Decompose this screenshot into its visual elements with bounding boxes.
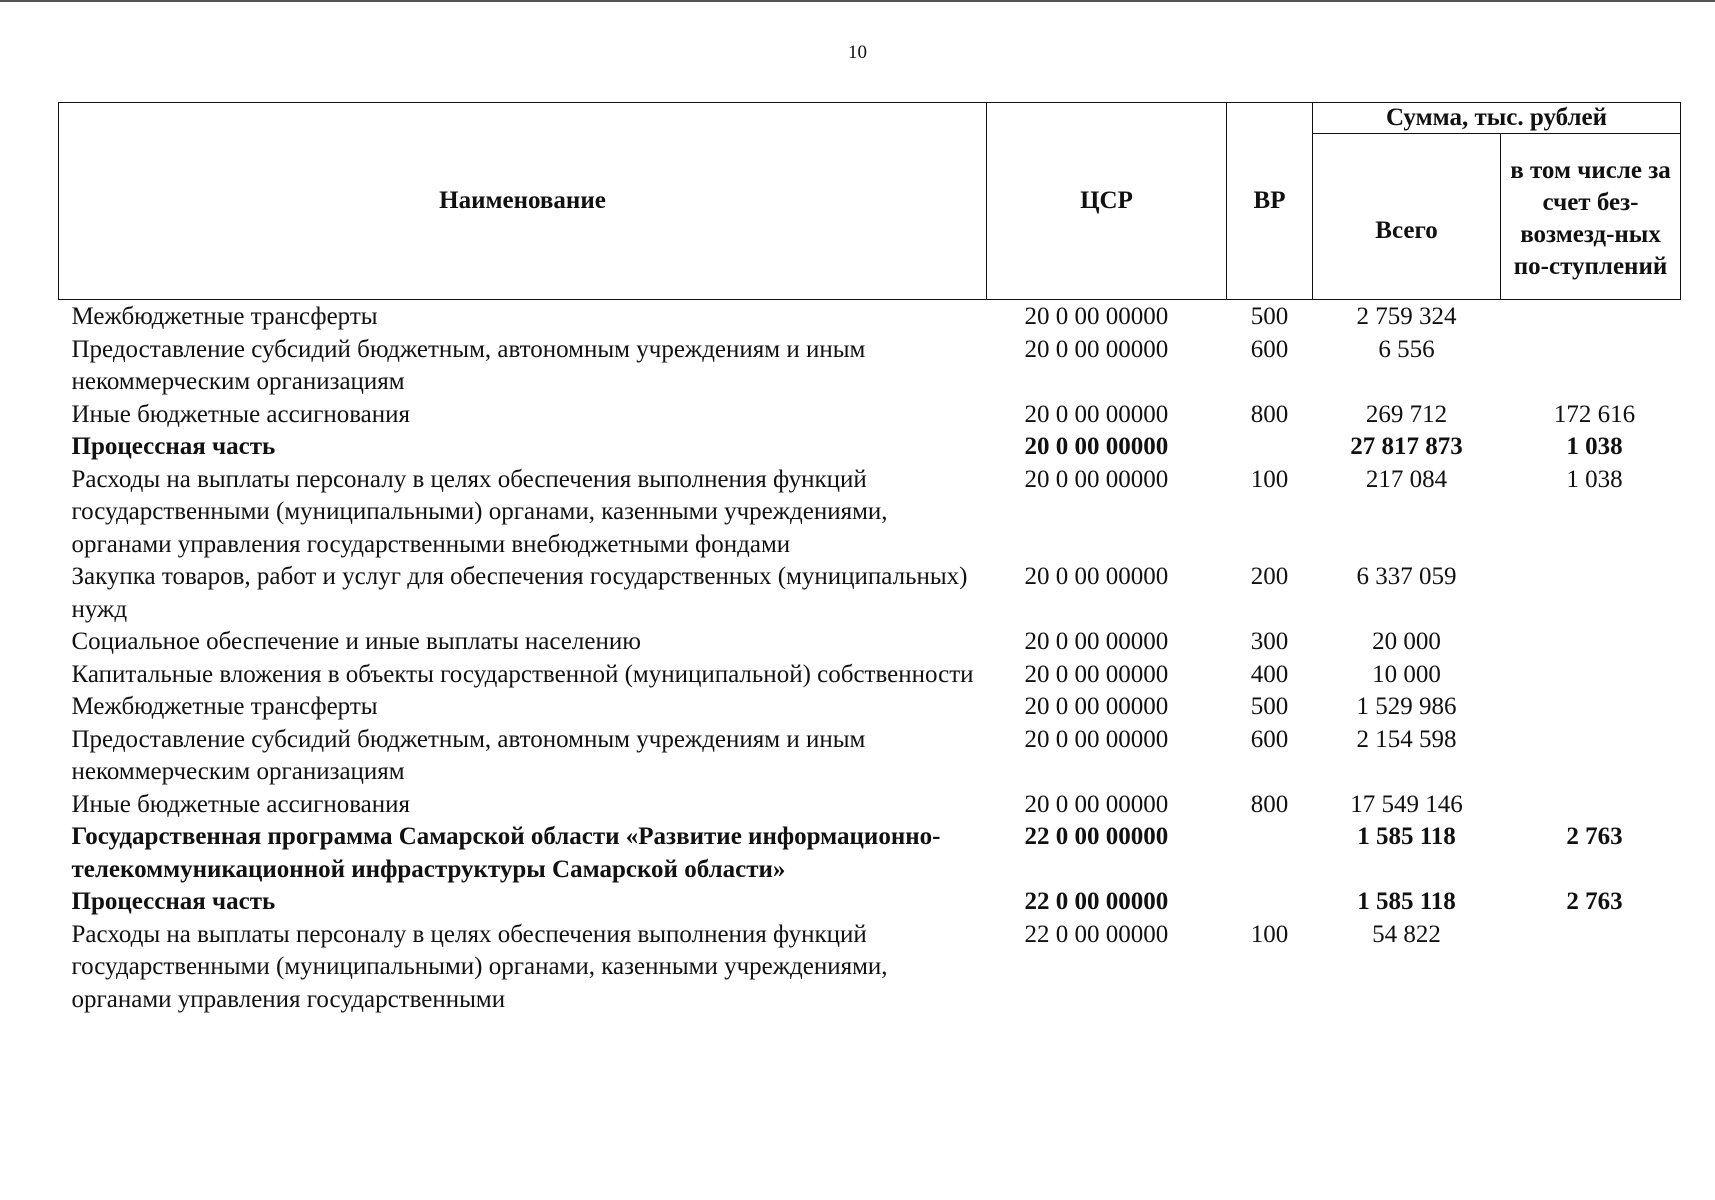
cell-csr: 20 0 00 00000 (1024, 563, 1169, 590)
cell-free-receipts: 172 616 (1553, 400, 1636, 428)
cell-vr: 500 (1250, 693, 1289, 720)
table-row (59, 724, 1681, 789)
cell-csr: 20 0 00 00000 (1024, 400, 1169, 428)
table-header (59, 103, 1681, 300)
cell-total: 217 084 (1365, 465, 1448, 493)
budget-table (58, 102, 1681, 1016)
cell-csr: 20 0 00 00000 (1024, 433, 1169, 460)
cell-vr: 600 (1250, 335, 1289, 363)
cell-vr: 800 (1250, 790, 1289, 818)
cell-name: Иные бюджетные ассигнования (71, 790, 411, 818)
cell-total: 269 712 (1365, 400, 1448, 428)
cell-name: Процессная часть (71, 888, 276, 915)
cell-vr (1227, 821, 1313, 886)
cell-free-receipts: 1 038 (1566, 433, 1623, 460)
scan-edge-line (0, 0, 1715, 2)
cell-total: 6 556 (1378, 335, 1435, 363)
cell-total: 27 817 873 (1350, 433, 1463, 460)
cell-csr: 20 0 00 00000 (1024, 790, 1169, 818)
page-number: 10 (848, 42, 867, 63)
cell-total: 17 549 146 (1350, 790, 1463, 818)
cell-name: Процессная часть (71, 433, 276, 460)
cell-total: 1 529 986 (1356, 693, 1457, 720)
table-row (59, 789, 1681, 822)
header-csr: ЦСР (987, 103, 1227, 300)
cell-name: Межбюджетные трансферты (71, 693, 378, 720)
cell-total: 54 822 (1372, 920, 1441, 948)
cell-name: Иные бюджетные ассигнования (71, 400, 411, 428)
cell-free-receipts (1501, 300, 1681, 334)
table-row (59, 561, 1681, 626)
cell-csr: 22 0 00 00000 (1024, 823, 1169, 850)
cell-free-receipts (1501, 561, 1681, 626)
header-name: Наименование (59, 103, 987, 300)
cell-total: 20 000 (1372, 628, 1441, 655)
cell-vr: 300 (1250, 628, 1289, 655)
cell-total: 2 154 598 (1356, 725, 1457, 753)
cell-free-receipts (1501, 334, 1681, 399)
cell-free-receipts (1501, 691, 1681, 724)
cell-free-receipts (1501, 724, 1681, 789)
cell-csr: 20 0 00 00000 (1024, 628, 1169, 655)
cell-vr: 100 (1250, 465, 1289, 493)
cell-vr: 800 (1250, 400, 1289, 428)
cell-name: Расходы на выплаты персоналу в целях обеспечения выполнения функций государственными (муниципальными) органами, казенными учреждениями, органами управления государственными (71, 920, 888, 1013)
cell-name: Закупка товаров, работ и услуг для обеспечения государственных (муниципальных) нужд (71, 563, 968, 623)
cell-name: Предоставление субсидий бюджетным, автономным учреждениям и иным некоммерческим организациям (71, 335, 866, 395)
cell-total: 6 337 059 (1356, 563, 1457, 590)
cell-total: 2 759 324 (1356, 303, 1457, 330)
table-row (59, 464, 1681, 562)
table-body (59, 300, 1681, 1017)
cell-vr: 600 (1250, 725, 1289, 753)
cell-free-receipts (1501, 659, 1681, 692)
header-sum-group: Сумма, тыс. рублей (1313, 103, 1681, 134)
cell-vr: 100 (1250, 920, 1289, 948)
cell-free-receipts (1501, 919, 1681, 1017)
cell-vr: 400 (1250, 660, 1289, 688)
cell-total: 1 585 118 (1357, 888, 1456, 915)
header-free-receipts: в том числе за счет без-возмезд-ных по-ступлений (1501, 134, 1681, 300)
table-row (59, 399, 1681, 432)
cell-csr: 22 0 00 00000 (1024, 920, 1169, 948)
cell-csr: 20 0 00 00000 (1024, 693, 1169, 720)
cell-name: Межбюджетные трансферты (71, 303, 378, 330)
cell-csr: 20 0 00 00000 (1024, 465, 1169, 493)
cell-free-receipts (1501, 626, 1681, 659)
cell-name: Расходы на выплаты персоналу в целях обеспечения выполнения функций государственными (муниципальными) органами, казенными учреждениями, органами управления государственными внебюджетными фондами (71, 465, 888, 558)
table-row (59, 919, 1681, 1017)
cell-vr: 500 (1250, 303, 1289, 330)
cell-name: Государственная программа Самарской области «Развитие информационно-телекоммуникационной инфраструктуры Самарской области» (71, 823, 941, 883)
cell-free-receipts: 2 763 (1566, 888, 1623, 915)
table-row (59, 334, 1681, 399)
header-vr: ВР (1227, 103, 1313, 300)
cell-vr (1227, 431, 1313, 464)
cell-csr: 20 0 00 00000 (1024, 303, 1169, 330)
header-total: Всего (1313, 134, 1501, 300)
cell-vr (1227, 886, 1313, 919)
cell-free-receipts (1501, 789, 1681, 822)
cell-vr: 200 (1250, 563, 1289, 590)
cell-csr: 22 0 00 00000 (1024, 888, 1169, 915)
cell-csr: 20 0 00 00000 (1024, 725, 1169, 753)
table-row (59, 626, 1681, 659)
table-row (59, 691, 1681, 724)
cell-free-receipts: 2 763 (1566, 823, 1623, 850)
cell-total: 10 000 (1372, 660, 1441, 688)
table-row (59, 886, 1681, 919)
table-row (59, 431, 1681, 464)
table-row (59, 821, 1681, 886)
table-row (59, 659, 1681, 692)
cell-csr: 20 0 00 00000 (1024, 660, 1169, 688)
cell-csr: 20 0 00 00000 (1024, 335, 1169, 363)
cell-total: 1 585 118 (1357, 823, 1456, 850)
table-row (59, 300, 1681, 334)
cell-name: Предоставление субсидий бюджетным, автономным учреждениям и иным некоммерческим организациям (71, 725, 866, 785)
cell-name: Капитальные вложения в объекты государственной (муниципальной) собственности (71, 660, 974, 688)
cell-free-receipts: 1 038 (1566, 465, 1623, 493)
cell-name: Социальное обеспечение и иные выплаты населению (71, 628, 641, 655)
